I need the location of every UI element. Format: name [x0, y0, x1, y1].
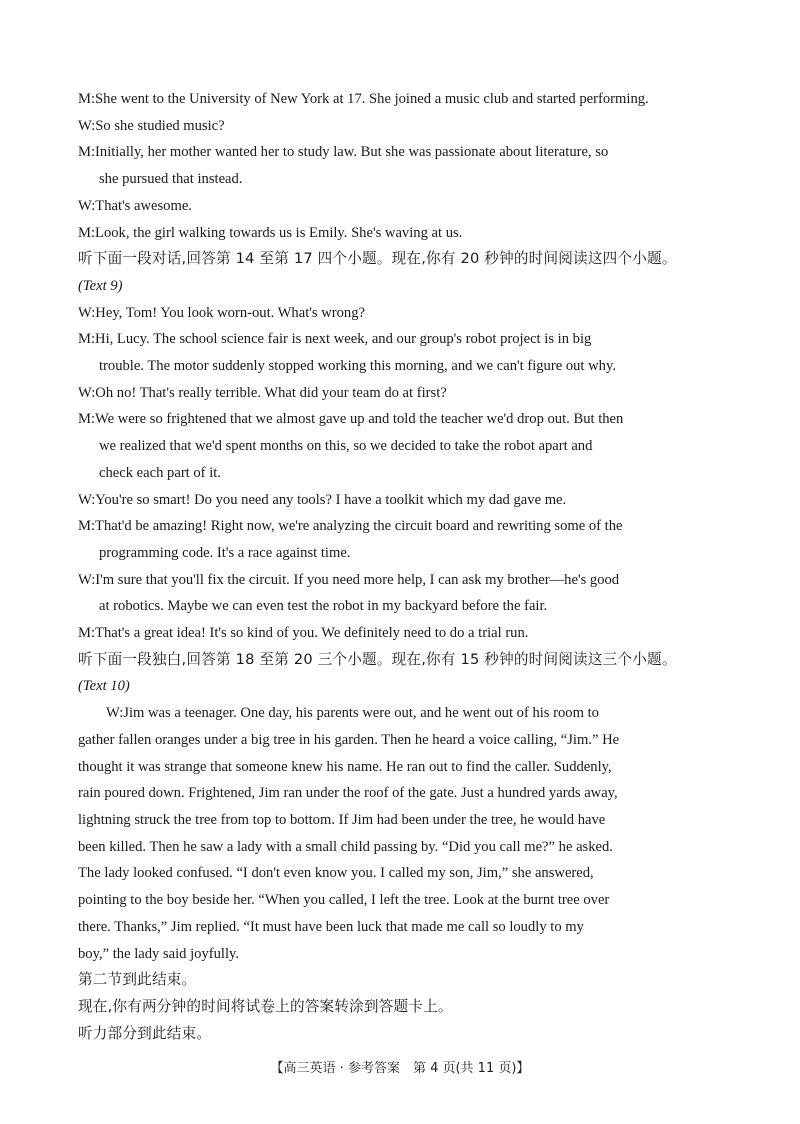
monologue-line: thought it was strange that someone knew his name. He ran out to find the caller. Suddenly,: [78, 758, 612, 775]
page-footer: 【高三英语 · 参考答案 第 4 页(共 11 页)】: [270, 1061, 530, 1076]
listening-end-note: 听力部分到此结束。: [78, 1024, 212, 1042]
monologue-line: gather fallen oranges under a big tree in his garden. Then he heard a voice calling, “Jim.” He: [78, 731, 620, 748]
monologue-line: been killed. Then he saw a lady with a small child passing by. “Did you call me?” he asked.: [78, 838, 613, 855]
dialogue-line: M:She went to the University of New York at 17. She joined a music club and started performing.: [78, 91, 649, 107]
dialogue-line: W:So she studied music?: [78, 117, 225, 134]
dialogue-line: W:You're so smart! Do you need any tools? I have a toolkit which my dad gave me.: [78, 491, 567, 508]
dialogue-line: W:Hey, Tom! You look worn-out. What's wrong?: [78, 304, 365, 321]
dialogue-line: M:Hi, Lucy. The school science fair is next week, and our group's robot project is in big: [78, 331, 592, 348]
dialogue-line: W:That's awesome.: [78, 197, 192, 214]
monologue-line: there. Thanks,” Jim replied. “It must have been luck that made me call so loudly to my: [78, 918, 584, 935]
instruction-text9: 听下面一段对话,回答第 14 至第 17 四个小题。现在,你有 20 秒钟的时间阅读这四个小题。: [78, 250, 677, 268]
dialogue-line: W:I'm sure that you'll fix the circuit. If you need more help, I can ask my brother—he's good: [78, 571, 620, 588]
dialogue-continuation: check each part of it.: [99, 464, 221, 481]
dialogue-line: M:We were so frightened that we almost gave up and told the teacher we'd drop out. But then: [78, 411, 624, 428]
dialogue-line: M:Initially, her mother wanted her to study law. But she was passionate about literature, so: [78, 144, 609, 161]
dialogue-continuation: we realized that we'd spent months on this, so we decided to take the robot apart and: [99, 438, 593, 455]
text9-dialogue: [78, 300, 726, 647]
monologue-line: pointing to the boy beside her. “When you called, I left the tree. Look at the burnt tree over: [78, 892, 610, 909]
instruction-text10: 听下面一段独白,回答第 18 至第 20 三个小题。现在,你有 15 秒钟的时间阅读这三个小题。: [78, 650, 677, 668]
dialogue-line: W:Oh no! That's really terrible. What did your team do at first?: [78, 384, 447, 401]
monologue-line: W:Jim was a teenager. One day, his parents were out, and he went out of his room to: [106, 705, 599, 722]
dialogue-continuation: trouble. The motor suddenly stopped working this morning, and we can't figure out why.: [99, 358, 616, 375]
monologue-line: rain poured down. Frightened, Jim ran under the roof of the gate. Just a hundred yards away,: [78, 785, 618, 802]
dialogue-continuation: she pursued that instead.: [99, 171, 243, 188]
dialogue-continuation: programming code. It's a race against time.: [99, 544, 351, 561]
dialogue-line: M:That'd be amazing! Right now, we're analyzing the circuit board and rewriting some of the: [78, 518, 623, 535]
monologue-line: The lady looked confused. “I don't even know you. I called my son, Jim,” she answered,: [78, 865, 594, 882]
monologue-line: boy,” the lady said joyfully.: [78, 945, 240, 962]
text10-label: (Text 10): [78, 678, 130, 695]
document-body: [78, 86, 726, 1047]
dialogue-line: M:Look, the girl walking towards us is Emily. She's waving at us.: [78, 224, 463, 241]
transfer-answers-note: 现在,你有两分钟的时间将试卷上的答案转涂到答题卡上。: [78, 997, 453, 1015]
monologue-line: lightning struck the tree from top to bottom. If Jim had been under the tree, he would have: [78, 811, 606, 828]
text8-dialogue: [78, 86, 726, 246]
text9-label: (Text 9): [78, 277, 123, 294]
text10-monologue: [78, 700, 726, 967]
dialogue-line: M:That's a great idea! It's so kind of you. We definitely need to do a trial run.: [78, 625, 529, 642]
section-end-note: 第二节到此结束。: [78, 971, 197, 989]
dialogue-continuation: at robotics. Maybe we can even test the robot in my backyard before the fair.: [99, 598, 548, 615]
